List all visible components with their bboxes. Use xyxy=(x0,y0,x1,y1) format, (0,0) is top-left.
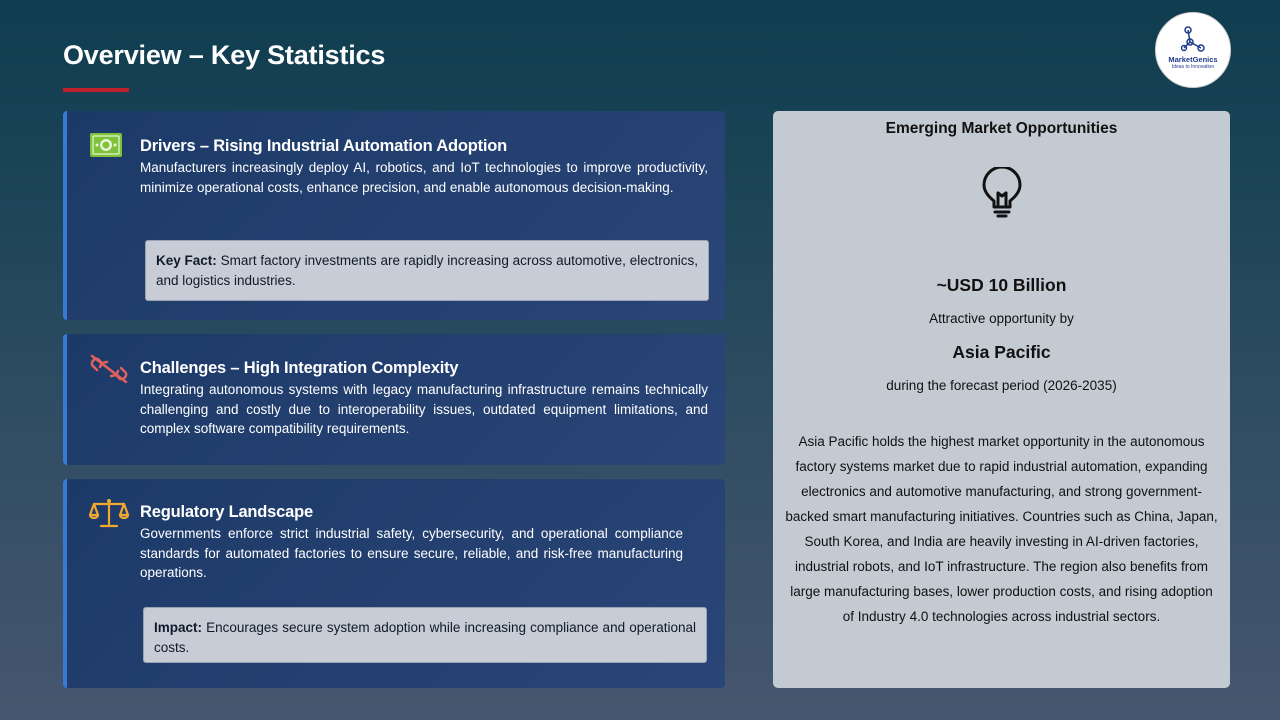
regulatory-body: Governments enforce strict industrial safety, cybersecurity, and operational compliance standards for automated factories to ensure secure, reliable, and risk-free manufacturing operations. xyxy=(140,526,683,580)
money-icon xyxy=(89,132,123,158)
opportunity-value: ~USD 10 Billion xyxy=(936,275,1067,295)
key-fact-label: Key Fact: xyxy=(156,253,217,268)
challenges-heading: Challenges – High Integration Complexity xyxy=(140,359,459,377)
opportunity-line2: during the forecast period (2026-2035) xyxy=(886,378,1117,393)
impact-text: Encourages secure system adoption while increasing compliance and operational costs. xyxy=(154,620,696,655)
impact-box xyxy=(143,607,707,663)
opportunities-panel xyxy=(773,111,1230,688)
title-underline xyxy=(63,88,129,92)
broken-link-icon xyxy=(89,354,129,384)
logo-tagline: Ideas to Innovation xyxy=(1171,64,1215,70)
lightbulb-icon xyxy=(980,167,1024,219)
regulatory-card xyxy=(63,479,725,688)
page-title: Overview – Key Statistics xyxy=(63,40,386,70)
impact-label: Impact: xyxy=(154,620,203,635)
drivers-body: Manufacturers increasingly deploy AI, robotics, and IoT technologies to improve productivity, minimize operational costs, enhance precision, and enable autonomous decision-making. xyxy=(140,160,708,195)
company-logo xyxy=(1155,12,1231,88)
challenges-card xyxy=(63,334,725,465)
regulatory-heading: Regulatory Landscape xyxy=(140,503,313,521)
challenges-body: Integrating autonomous systems with legacy manufacturing infrastructure remains technically challenging and costly due to interoperability issues, outdated equipment limitations, and complex software compatibility requirements. xyxy=(140,382,708,436)
network-logo-icon xyxy=(1181,26,1205,54)
scales-icon xyxy=(89,498,129,528)
opportunities-heading: Emerging Market Opportunities xyxy=(885,120,1118,137)
drivers-heading: Drivers – Rising Industrial Automation Adoption xyxy=(140,137,508,155)
key-fact-box xyxy=(145,240,709,301)
logo-name: MarketGenics xyxy=(1168,55,1218,64)
opportunity-line1: Attractive opportunity by xyxy=(929,311,1074,326)
drivers-card xyxy=(63,111,725,320)
key-fact-text: Smart factory investments are rapidly increasing across automotive, electronics, and logistics industries. xyxy=(156,253,698,288)
opportunity-region: Asia Pacific xyxy=(952,342,1051,362)
opportunity-description: Asia Pacific holds the highest market opportunity in the autonomous factory systems market due to rapid industrial automation, expanding electronics and automotive manufacturing, and strong government-backed smart manufacturing initiatives. Countries such as China, Japan, South Korea, and India are heavily investing in AI-driven factories, industrial robots, and IoT infrastructure. The region also benefits from large manufacturing bases, lower production costs, and rising adoption of Industry 4.0 technologies across industrial sectors. xyxy=(785,434,1218,624)
